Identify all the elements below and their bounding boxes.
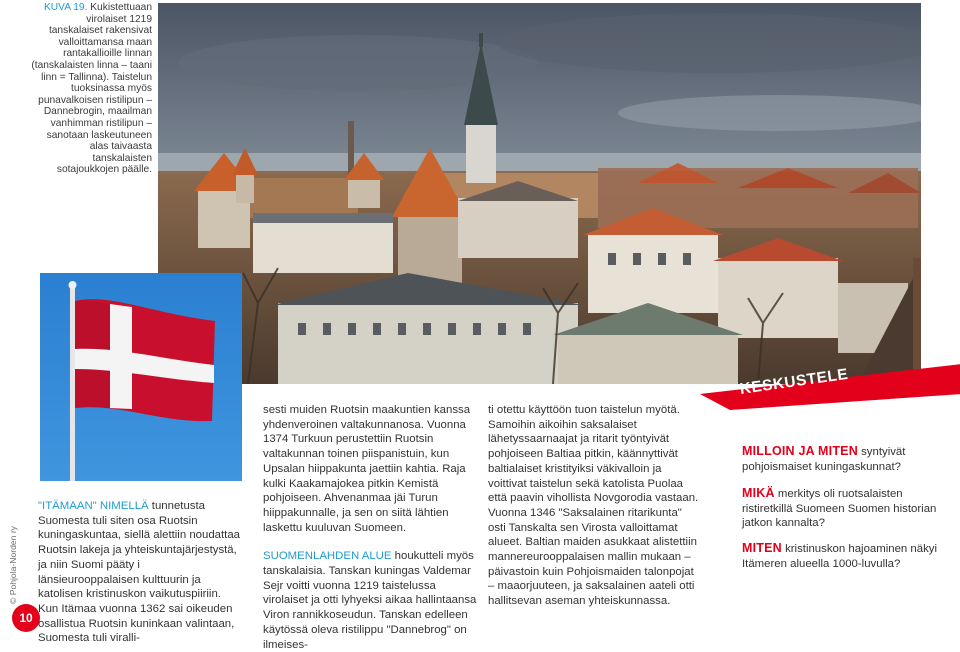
col1-lead: "ITÄMAAN" NIMELLÄ: [38, 500, 149, 512]
discuss-title: KESKUSTELE: [738, 365, 850, 398]
discuss-question-1: [742, 444, 942, 474]
danish-flag-illustration: [40, 273, 242, 481]
tallinn-old-town-photo: [158, 3, 921, 384]
question-3-text: kristinuskon hajoaminen näkyi Itämeren alueella 1000-luvulla?: [742, 543, 938, 570]
article-column-3: [488, 403, 702, 609]
article-column-2: [263, 403, 481, 652]
city-illustration: [158, 3, 921, 384]
photo-credit: [8, 524, 22, 604]
discuss-question-3: [742, 541, 942, 571]
question-3-head: MITEN: [742, 541, 782, 555]
page-number: 10: [12, 604, 40, 632]
col2-paragraph-1: sesti muiden Ruotsin maakuntien kanssa yhdenveroinen valtakunnanosa. Vuonna 1374 Turkuun perustettiin Ruotsin valtakunnan toinen piispanistuin, kun Upsalan hiippakunta jaettiin kahtia. Raja kulki Kaakamajokea pitkin Kemistä pohjoiseen. Ahvenanmaa jäi Turun hiippakunnalle, ja sen on siitä lähtien laskettu kuuluvan Suomeen.: [263, 404, 471, 534]
col2-paragraph-2: houkutteli myös tanskalaisia. Tanskan kuningas Valdemar Sejr voitti vuonna 1219 taistelussa virolaiset ja otti lyhyeksi aikaa hallintaansa Viron rannikkoseudun. Tanskan edelleen käytössä oleva ristilippu "Dannebrog" on ilmeises-: [263, 550, 477, 651]
discuss-question-2: [742, 486, 942, 531]
question-1-text: syntyivät pohjoismaiset kuningaskunnat?: [742, 446, 906, 473]
question-1-head: MILLOIN JA MITEN: [742, 444, 858, 458]
danish-flag-photo: [40, 273, 242, 481]
figure-caption: [30, 2, 152, 176]
caption-label: KUVA 19.: [44, 2, 88, 13]
photo-credit-text: © Pohjola-Norden ry: [8, 526, 18, 604]
question-2-head: MIKÄ: [742, 486, 775, 500]
article-column-1: [38, 499, 243, 646]
caption-text: Kukistettuaan virolaiset 1219 tanskalaiset rakensivat valloittamansa maan rantakallioille linnan (tanskalaisten linna – taani linn = Tallinna). Taistelun tuoksinassa myös punavalkoisen ristilipun – Dannebrogin, maailman vanhimman ristilipun – sanotaan laskeutuneen alas taivaasta tanskalaisten sotajoukkojen päälle.: [31, 2, 152, 176]
col3-text: ti otettu käyttöön tuon taistelun myötä. Samoihin aikoihin saksalaiset lähetyssaarnaajat ja ritarit työntyivät pohjoiseen Baltiaa pitkin, käännyttivät baltialaiset kristityiksi väkivalloin ja voittivat taistelun sekä katolista Puolaa että paavin vihollista Novgorodia vastaan. Vuonna 1346 "Saksalainen ritarikunta" osti Tanskalta sen Virosta valloittamat alueet. Baltian maiden asukkaat alistettiin mannereurooppalaisen mallin mukaan – päivastoin kuin Pohjoismaiden talonpojat – maaorjuuteen, ja saksalainen aateli otti hallitsevan aseman yhteiskunnassa.: [488, 404, 699, 608]
question-2-text: merkitys oli ruotsalaisten ristiretkillä Suomeen Suomen historian jatkon kannalta?: [742, 488, 937, 530]
col1-text: tunnetusta Suomesta tuli siten osa Ruotsin kuningaskuntaa, siellä alettiin noudattaa Ruotsin lakeja ja yhteiskuntajärjestystä, ja niin Suomi pääty i länsieurooppalaisen kulttuurin ja katolisen kristinuskon vaikutuspiiriin. Kun Itämaa vuonna 1362 sai oikeuden osallistua Ruotsin kuninkaan valintaan, Suomesta tuli viralli-: [38, 500, 241, 645]
col2-lead: SUOMENLAHDEN ALUE: [263, 550, 392, 563]
